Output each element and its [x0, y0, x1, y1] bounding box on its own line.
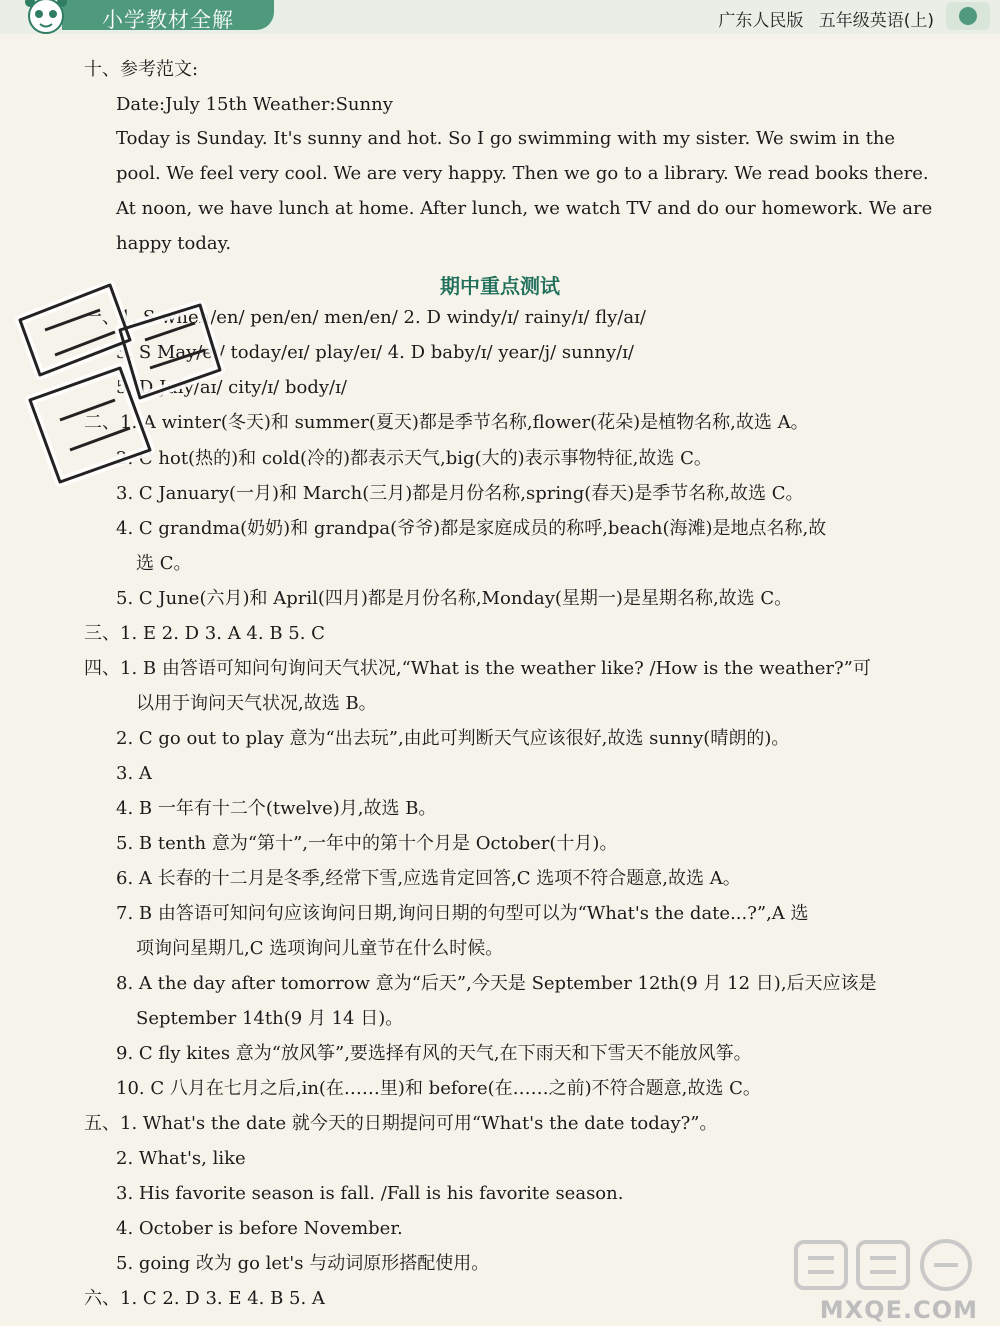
answer-line: 10. C 八月在七月之后,in(在……里)和 before(在……之前)不符合题意,故选 C。 [116, 1078, 761, 1099]
answer-line: 3. His favorite season is fall. /Fall is his favorite season. [116, 1183, 624, 1204]
section-title: 期中重点测试 [440, 274, 560, 298]
answer-line: 5. going 改为 go let's 与动词原形搭配使用。 [116, 1253, 490, 1274]
answer-line: 4. C grandma(奶奶)和 grandpa(爷爷)都是家庭成员的称呼,beach(海滩)是地点名称,故 [116, 518, 827, 539]
page-header [0, 0, 1000, 34]
corner-ornament-icon [940, 0, 994, 34]
mascot-icon [16, 0, 76, 40]
answer-line: 3. C January(一月)和 March(三月)都是月份名称,spring(春天)是季节名称,故选 C。 [116, 483, 804, 504]
answer-line: 3. S May/eɪ/ today/eɪ/ play/eɪ/ 4. D baby/ɪ/ year/j/ sunny/ɪ/ [116, 342, 634, 363]
answer-line: 4. B 一年有十二个(twelve)月,故选 B。 [116, 798, 437, 819]
answer-line: 四、1. B 由答语可知问句询问天气状况,“What is the weather like? /How is the weather?”可 [84, 658, 871, 679]
answer-line: 项询问星期几,C 选项询问儿童节在什么时候。 [136, 938, 504, 959]
answer-line: 2. C hot(热的)和 cold(冷的)都表示天气,big(大的)表示事物特征,故选 C。 [116, 448, 712, 469]
answer-line: 选 C。 [136, 553, 192, 574]
answer-line: 以用于询问天气状况,故选 B。 [136, 693, 377, 714]
answer-line: 五、1. What's the date 就今天的日期提问可用“What's the date today?”。 [84, 1113, 718, 1134]
essay-line: pool. We feel very cool. We are very happy. Then we go to a library. We read books there. [116, 163, 929, 184]
stamp-watermark-icon [0, 250, 230, 510]
answer-line: 5. D July/aɪ/ city/ɪ/ body/ɪ/ [116, 377, 347, 398]
answer-line: 2. What's, like [116, 1148, 246, 1169]
answer-line: 3. A [116, 763, 152, 784]
watermark-text: MXQE.COM [819, 1296, 978, 1324]
edition-label: 广东人民版 [718, 11, 804, 31]
essay-line: Today is Sunday. It's sunny and hot. So I go swimming with my sister. We swim in the [116, 128, 896, 149]
answer-line: 一、1. S when/en/ pen/en/ men/en/ 2. D windy/ɪ/ rainy/ɪ/ fly/aɪ/ [84, 307, 646, 328]
answer-line: 二、1. A winter(冬天)和 summer(夏天)都是季节名称,flower(花朵)是植物名称,故选 A。 [84, 412, 809, 433]
answer-line: September 14th(9 月 14 日)。 [136, 1008, 404, 1029]
header-book-info [708, 6, 934, 31]
answer-line: 三、1. E 2. D 3. A 4. B 5. C [84, 623, 325, 644]
answer-line: 9. C fly kites 意为“放风筝”,要选择有风的天气,在下雨天和下雪天不能放风筝。 [116, 1043, 752, 1064]
answer-line: 7. B 由答语可知问句应该询问日期,询问日期的句型可以为“What's the date...?”,A 选 [116, 903, 809, 924]
essay-line: Date:July 15th Weather:Sunny [116, 94, 393, 115]
answer-line: 6. A 长春的十二月是冬季,经常下雪,应选肯定回答,C 选项不符合题意,故选 A。 [116, 868, 741, 889]
answer-line: 5. B tenth 意为“第十”,一年中的第十个月是 October(十月)。 [116, 833, 618, 854]
answer-line: 六、1. C 2. D 3. E 4. B 5. A [84, 1288, 325, 1309]
book-series-title: 小学教材全解 [102, 8, 234, 32]
book-label: 五年级英语(上) [818, 11, 934, 31]
essay-line: happy today. [116, 233, 232, 254]
answer-line: 5. C June(六月)和 April(四月)都是月份名称,Monday(星期一)是星期名称,故选 C。 [116, 588, 793, 609]
section-ten-label: 十、参考范文: [84, 59, 199, 80]
answer-line: 8. A the day after tomorrow 意为“后天”,今天是 September 12th(9 月 12 日),后天应该是 [116, 973, 877, 994]
answer-line: 2. C go out to play 意为“出去玩”,由此可判断天气应该很好,故选 sunny(晴朗的)。 [116, 728, 790, 749]
essay-line: At noon, we have lunch at home. After lunch, we watch TV and do our homework. We are [116, 198, 933, 219]
answer-line: 4. October is before November. [116, 1218, 403, 1239]
